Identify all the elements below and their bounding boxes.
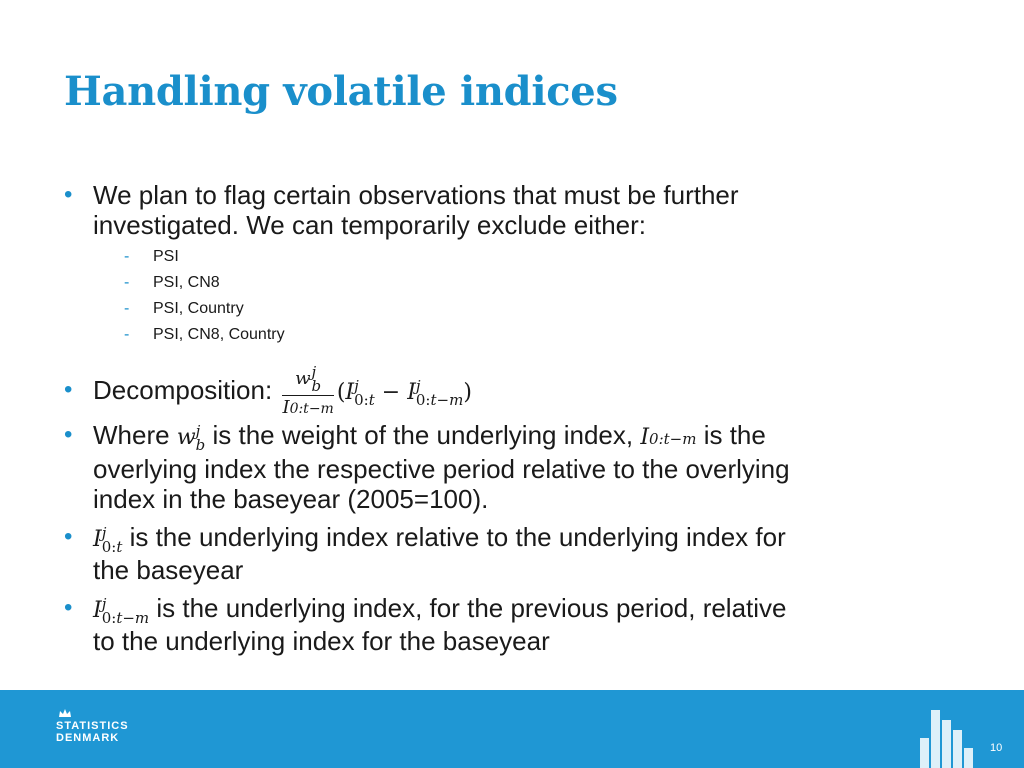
- option-label: PSI, Country: [153, 300, 244, 317]
- bullet-text-line: investigated. We can temporarily exclude either:: [93, 210, 647, 240]
- option-label: PSI, CN8, Country: [153, 326, 285, 343]
- option-label: PSI: [153, 248, 179, 265]
- bullet-text-line: is the weight of the underlying index,: [212, 420, 634, 450]
- list-item: - PSI: [124, 248, 179, 265]
- bullet-text-line: is the underlying index, for the previous period, relative: [156, 593, 787, 623]
- decomposition-fraction: w j b I0:t−m: [282, 363, 334, 419]
- bullet-text-line: is the: [703, 420, 766, 450]
- bullet-text-line: the baseyear: [93, 555, 244, 585]
- slide-title: Handling volatile indices: [64, 68, 618, 115]
- bullet-dot: •: [64, 181, 73, 208]
- bullet-dot: •: [64, 421, 73, 448]
- previous-period-index-symbol: I j 0:t−m: [93, 595, 150, 627]
- decomposition-formula: (I j 0:t − I j 0:t−m ): [336, 377, 472, 409]
- bullet-text-line: We plan to flag certain observations that must be further: [93, 180, 739, 210]
- bullet-decomposition: [64, 362, 964, 418]
- slide-content: [64, 180, 964, 656]
- bullet-exclusions: [64, 180, 964, 240]
- brand-line-2: DENMARK: [56, 732, 120, 744]
- exclusion-options-list: [124, 244, 964, 348]
- bullet-text-line: to the underlying index for the baseyear: [93, 626, 550, 656]
- bar-graphic-icon: [920, 710, 980, 768]
- option-label: PSI, CN8: [153, 274, 220, 291]
- decomposition-label: Decomposition:: [93, 375, 273, 405]
- crown-icon: [58, 708, 72, 718]
- bullet-previous-period-index: [64, 593, 964, 656]
- bullet-text-line: Where: [93, 420, 170, 450]
- list-item: - PSI, Country: [124, 300, 244, 317]
- statistics-denmark-logo: [56, 710, 129, 744]
- bullet-dot: •: [64, 376, 73, 403]
- list-item: - PSI, CN8: [124, 274, 220, 291]
- bullet-underlying-index: [64, 522, 964, 585]
- brand-line-1: STATISTICS: [56, 720, 129, 732]
- overlying-index-symbol: I0:t−m: [640, 425, 697, 450]
- bullet-text-line: index in the baseyear (2005=100).: [93, 484, 489, 514]
- list-item: - PSI, CN8, Country: [124, 326, 285, 343]
- bullet-where: [64, 420, 964, 514]
- footer-bar: [0, 690, 1024, 768]
- page-number: 10: [990, 742, 1003, 754]
- underlying-index-symbol: I j 0:t: [93, 524, 123, 556]
- bullet-text-line: is the underlying index relative to the underlying index for: [129, 522, 786, 552]
- bullet-dot: •: [64, 523, 73, 550]
- weight-symbol: w j b: [176, 422, 206, 454]
- bullet-dot: •: [64, 594, 73, 621]
- bullet-text-line: overlying index the respective period relative to the overlying: [93, 454, 790, 484]
